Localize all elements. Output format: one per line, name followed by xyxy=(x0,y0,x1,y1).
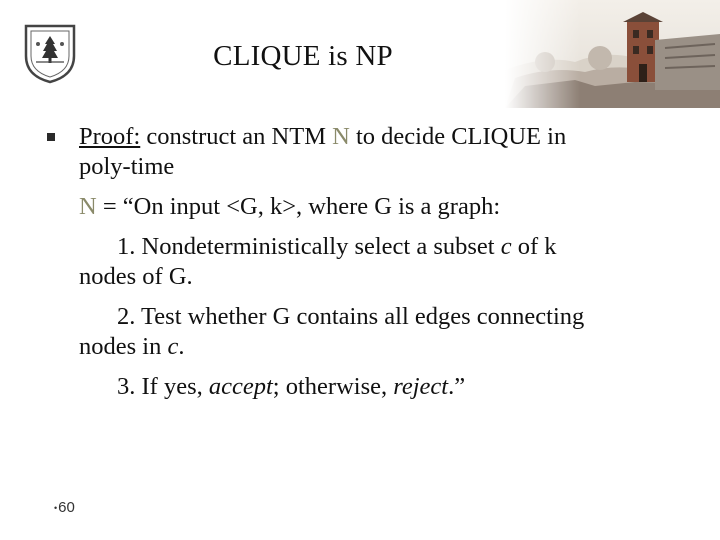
step-2: 2. Test whether G contains all edges connecting xyxy=(117,303,585,330)
proof-text: to decide CLIQUE in xyxy=(349,123,567,150)
step-text: .” xyxy=(448,373,466,400)
step-text: nodes in xyxy=(79,333,168,360)
proof-body xyxy=(79,122,679,402)
page-number xyxy=(54,499,75,516)
proof-text: construct an NTM xyxy=(140,123,333,150)
ntm-variable: N xyxy=(79,193,97,220)
step-text: 3. If yes, xyxy=(117,373,209,400)
subset-variable: c xyxy=(500,233,512,260)
step-text: of k xyxy=(511,233,557,260)
proof-label: Proof: xyxy=(79,123,141,150)
page-number-text: 60 xyxy=(58,499,75,516)
square-bullet-icon xyxy=(47,133,55,141)
step-text: 1. Nondeterministically select a subset xyxy=(117,233,501,260)
step-1 xyxy=(79,232,679,262)
reject-word: reject xyxy=(393,373,449,400)
machine-definition-text: = “On input <G, k>, where G is a graph: xyxy=(96,193,501,220)
step-text: . xyxy=(178,333,185,360)
slide-title: CLIQUE is NP xyxy=(213,40,393,72)
campus-building-photo xyxy=(505,0,720,108)
proof-line-2: poly-time xyxy=(79,153,175,180)
machine-definition xyxy=(79,192,679,222)
proof-line-1 xyxy=(79,122,679,152)
step-3 xyxy=(79,372,679,402)
accept-word: accept xyxy=(208,373,273,400)
footer-dot-icon: • xyxy=(54,503,58,514)
step-text: ; otherwise, xyxy=(272,373,394,400)
step-2-continued xyxy=(79,332,679,362)
subset-variable: c xyxy=(167,333,179,360)
ntm-variable: N xyxy=(332,123,350,150)
step-1-continued: nodes of G. xyxy=(79,263,193,290)
